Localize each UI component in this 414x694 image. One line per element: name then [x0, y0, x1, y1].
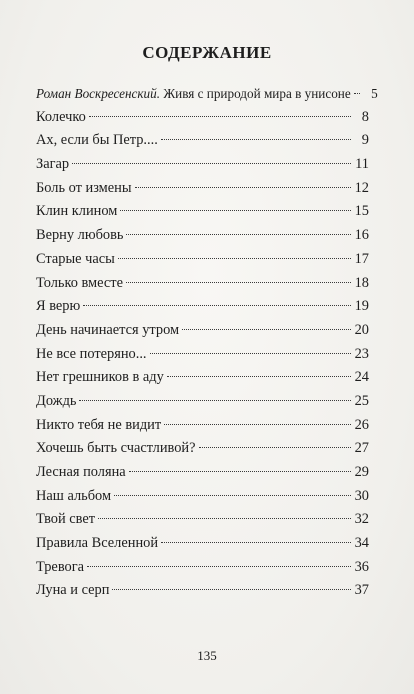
dot-leader: [354, 93, 360, 94]
toc-entry-title-text: Старые часы: [36, 250, 115, 267]
toc-entry-title-text: Дождь: [36, 392, 77, 409]
toc-entry-title: [36, 390, 76, 414]
toc-entry-title-text: Ах, если бы Петр....: [36, 132, 158, 149]
toc-entry-title-text: Твой свет: [36, 511, 96, 528]
dot-leader: [98, 518, 351, 519]
toc-entry-title-text: Только вместе: [36, 274, 123, 291]
toc-entry-title-text: Хочешь быть счастливой?: [36, 440, 196, 457]
dot-leader: [87, 566, 351, 567]
toc-entry: [36, 272, 369, 296]
toc-entry-title: [36, 414, 161, 438]
toc-entry-title: [36, 461, 126, 485]
toc-entry: [36, 579, 369, 603]
toc-entry-page: 37: [354, 582, 369, 599]
toc-entry-page: 34: [354, 535, 369, 552]
toc-entry-title: [36, 485, 111, 509]
toc-entry-page: 15: [354, 203, 369, 220]
toc-entry: [36, 106, 369, 130]
toc-entry-title: [36, 508, 95, 532]
toc-entry: [36, 153, 369, 177]
toc-entry: [36, 129, 369, 153]
toc-entry-author: Роман Воскресенский.: [36, 86, 161, 101]
toc-entry-title-text: Наш альбом: [36, 487, 112, 504]
dot-leader: [72, 163, 351, 164]
toc-entry-title: [36, 556, 84, 580]
toc-entry: [36, 177, 369, 201]
toc-entry-page: 20: [354, 321, 369, 338]
dot-leader: [126, 234, 350, 235]
toc-entry: [36, 390, 369, 414]
toc-entry-page: 17: [354, 250, 369, 267]
toc-entry-title-text: Я верю: [36, 298, 81, 315]
toc-entry: [36, 556, 369, 580]
dot-leader: [161, 542, 351, 543]
toc-entry-page: 29: [354, 464, 369, 480]
toc-entry-page: 36: [354, 558, 369, 575]
toc-entry-title-text: Тревога: [36, 558, 85, 575]
toc-entry-page: 12: [354, 179, 369, 196]
toc-entry-page: 32: [354, 511, 369, 528]
toc-entry-title-text: Луна и серп: [36, 582, 110, 599]
toc-entry-title-text: Правила Вселенной: [36, 535, 159, 552]
toc-entry-title: [36, 248, 115, 272]
toc-entry: [36, 224, 369, 248]
toc-entry: [36, 508, 369, 532]
dot-leader: [167, 376, 351, 377]
toc-entry-page: 23: [354, 345, 369, 362]
toc-entry-title: [36, 579, 109, 603]
toc-entry-title: [36, 106, 86, 130]
dot-leader: [199, 447, 351, 448]
toc-entry-title-text: Нет грешников в аду: [36, 369, 164, 386]
toc-entry: [36, 532, 369, 556]
toc-entry-title: [36, 532, 158, 556]
toc-entry-page: 26: [354, 416, 369, 433]
toc-entry-page: 19: [354, 298, 369, 315]
toc-entry-title: [36, 200, 117, 224]
toc-entry: [36, 366, 369, 390]
toc-entry-title-text: Живя с природой мира в унисоне: [163, 86, 351, 101]
toc-entry-title-text: Загар: [36, 156, 70, 173]
toc-entry-title: [36, 224, 123, 248]
toc-entry-page: 27: [354, 440, 369, 457]
toc-entry: [36, 82, 378, 106]
toc-entry-title: [36, 129, 158, 153]
toc-entry-title: [36, 272, 123, 296]
page-number: 135: [197, 648, 217, 663]
toc-entry-title-text: Боль от измены: [36, 179, 132, 196]
toc-entry: [36, 437, 369, 461]
toc-entry-title: [36, 82, 351, 106]
toc-entry-page: 30: [354, 487, 369, 504]
toc-entry: [36, 295, 369, 319]
toc-entry-title: [36, 177, 132, 201]
dot-leader: [114, 495, 351, 496]
toc-entry-page: 5: [371, 86, 378, 101]
toc-entry: [36, 200, 369, 224]
toc-entry: [36, 485, 369, 509]
toc-entry-title-text: Колечко: [36, 108, 86, 125]
page-title: СОДЕРЖАНИЕ: [142, 43, 272, 62]
toc-entry-title-text: Верну любовь: [36, 227, 124, 244]
toc-entry: [36, 319, 369, 343]
toc-entry-page: 8: [361, 108, 369, 125]
dot-leader: [129, 471, 351, 472]
dot-leader: [120, 210, 350, 211]
toc-entry-title: [36, 343, 147, 367]
toc-entry: [36, 414, 369, 438]
toc-entry-title-text: Лесная поляна: [36, 464, 126, 480]
toc-entry-title: [36, 295, 80, 319]
toc-entry-page: 18: [354, 274, 369, 291]
dot-leader: [161, 139, 351, 140]
toc-entry-page: 9: [361, 132, 369, 149]
toc-entry-title-text: Не все потеряно...: [36, 345, 147, 362]
dot-leader: [164, 424, 350, 425]
dot-leader: [89, 116, 351, 117]
dot-leader: [135, 187, 351, 188]
toc-entry: [36, 343, 369, 367]
toc-entry-page: 24: [354, 369, 369, 386]
toc-entry: [36, 248, 369, 272]
dot-leader: [126, 282, 351, 283]
dot-leader: [112, 589, 350, 590]
dot-leader: [118, 258, 351, 259]
dot-leader: [83, 305, 350, 306]
toc-entry-page: 11: [355, 156, 369, 173]
toc-entry-title-text: Никто тебя не видит: [36, 416, 162, 433]
table-of-contents: [36, 82, 378, 603]
dot-leader: [182, 329, 350, 330]
toc-entry-title: [36, 366, 164, 390]
toc-entry-title: [36, 319, 179, 343]
toc-entry-title: [36, 153, 69, 177]
toc-entry: [36, 461, 369, 485]
toc-entry-title: [36, 437, 196, 461]
dot-leader: [150, 353, 351, 354]
dot-leader: [79, 400, 350, 401]
toc-entry-page: 16: [354, 227, 369, 244]
toc-entry-title-text: Клин клином: [36, 203, 118, 220]
toc-entry-page: 25: [354, 392, 369, 409]
toc-entry-title-text: День начинается утром: [36, 321, 180, 338]
